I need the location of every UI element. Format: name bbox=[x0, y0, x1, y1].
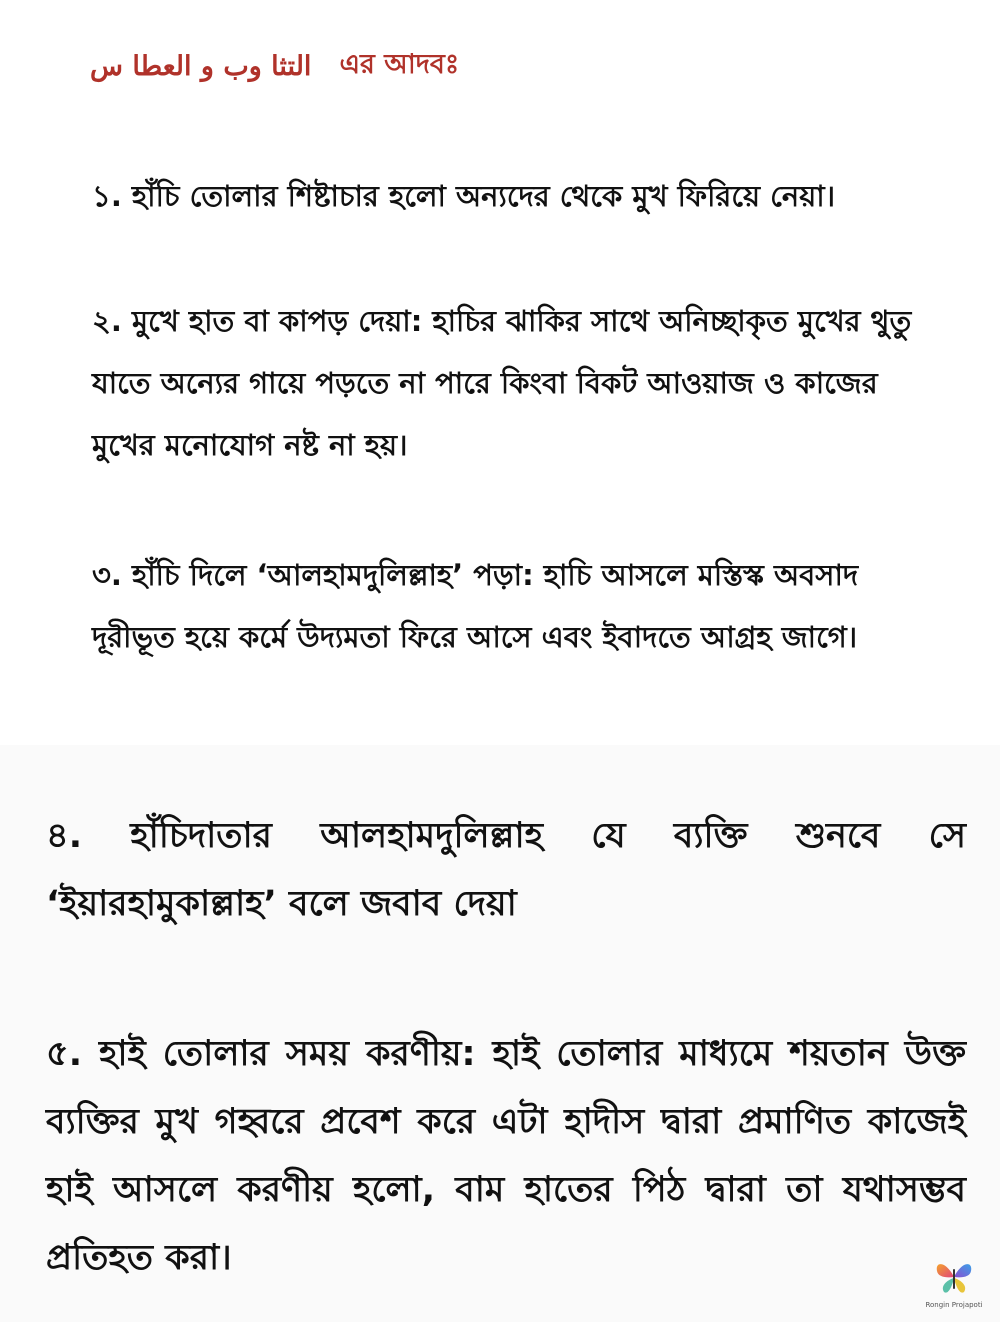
point-3: ৩. হাঁচি দিলে ‘আলহামদুলিল্লাহ’ পড়া: হাচি আসলে মস্তিস্ক অবসাদ দূরীভূত হয়ে কর্মে উদ্যমতা ফিরে আসে এবং ইবাদতে আগ্রহ জাগে। bbox=[92, 558, 859, 654]
butterfly-icon bbox=[932, 1255, 976, 1299]
point-4: ৪. হাঁচিদাতার আলহামদুলিল্লাহ যে ব্যক্তি শুনবে সে ‘ইয়ারহামুকাল্লাহ’ বলে জবাব দেয়া bbox=[46, 816, 966, 924]
title-arabic: التثا وب و العطا س bbox=[90, 50, 312, 82]
point-1: ১. হাঁচি তোলার শিষ্টাচার হলো অন্যদের থেকে মুখ ফিরিয়ে নেয়া। bbox=[92, 179, 836, 213]
title-bengali: এর আদবঃ bbox=[339, 48, 460, 80]
watermark-label: Rongin Projapoti bbox=[925, 1301, 983, 1309]
page-title bbox=[90, 44, 459, 88]
point-2: ২. মুখে হাত বা কাপড় দেয়া: হাচির ঝাকির সাথে অনিচ্ছাকৃত মুখের থুতু যাতে অন্যের গায়ে পড়তে না পারে কিংবা বিকট আওয়াজ ও কাজের মুখের মনোযোগ নষ্ট না হয়। bbox=[92, 304, 912, 462]
point-5: ৫. হাই তোলার সময় করণীয়: হাই তোলার মাধ্যমে শয়তান উক্ত ব্যক্তির মুখ গহ্বরে প্রবেশ করে এটা হাদীস দ্বারা প্রমাণিত কাজেই হাই আসলে করণীয় হলো, বাম হাতের পিঠ দ্বারা তা যথাসম্ভব প্রতিহত করা। bbox=[46, 1034, 966, 1278]
watermark-logo bbox=[918, 1255, 990, 1317]
